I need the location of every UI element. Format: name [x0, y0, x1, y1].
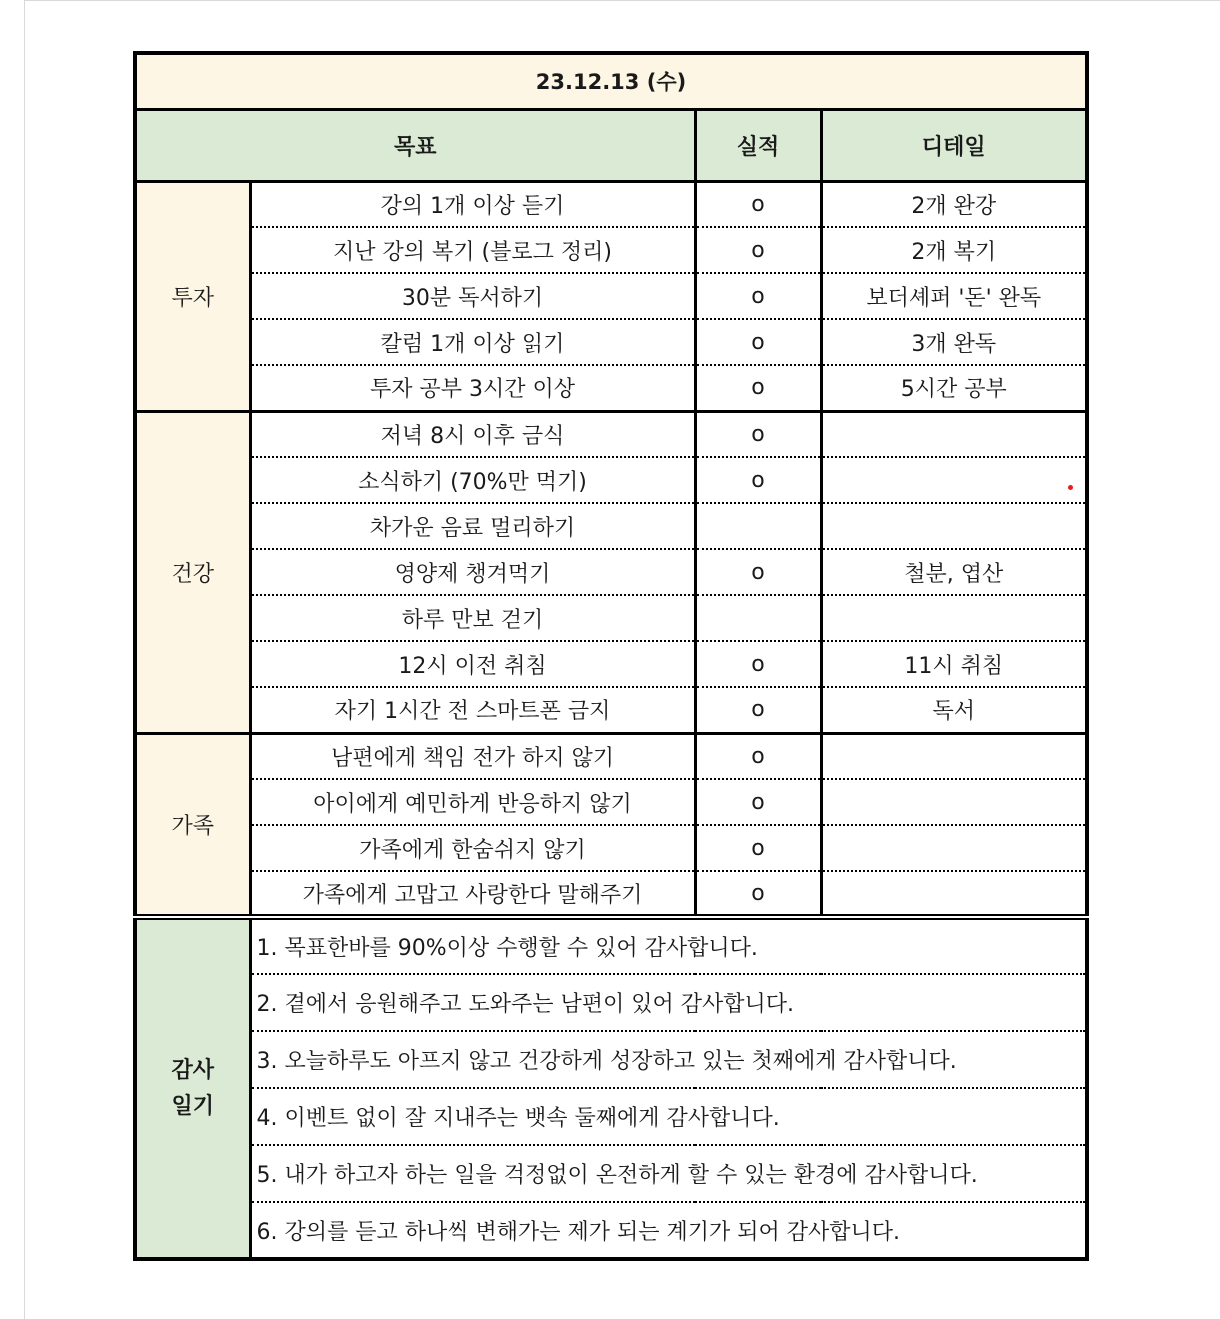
gratitude-row — [135, 1088, 1087, 1145]
goal-row — [135, 641, 1087, 687]
goal-row — [135, 687, 1087, 733]
goal-row — [135, 595, 1087, 641]
goal-cell: 영양제 챙겨먹기 — [250, 549, 695, 595]
gratitude-label-line2: 일기 — [171, 1093, 214, 1119]
goal-row — [135, 503, 1087, 549]
detail-cell — [821, 457, 1087, 503]
detail-cell: 2개 완강 — [821, 181, 1087, 227]
goal-cell: 지난 강의 복기 (블로그 정리) — [250, 227, 695, 273]
result-cell: o — [695, 227, 821, 273]
goal-row — [135, 181, 1087, 227]
result-cell: o — [695, 411, 821, 457]
detail-cell: 3개 완독 — [821, 319, 1087, 365]
detail-cell: 철분, 엽산 — [821, 549, 1087, 595]
result-cell: o — [695, 273, 821, 319]
detail-cell: 5시간 공부 — [821, 365, 1087, 411]
goal-cell: 차가운 음료 멀리하기 — [250, 503, 695, 549]
goal-cell: 칼럼 1개 이상 읽기 — [250, 319, 695, 365]
header-row — [135, 109, 1087, 181]
gratitude-entry: 1. 목표한바를 90%이상 수행할 수 있어 감사합니다. — [250, 917, 1087, 974]
goal-cell: 투자 공부 3시간 이상 — [250, 365, 695, 411]
goal-row — [135, 779, 1087, 825]
goal-row — [135, 273, 1087, 319]
header-goal: 목표 — [135, 109, 695, 181]
goal-row — [135, 733, 1087, 779]
result-cell — [695, 595, 821, 641]
result-cell: o — [695, 319, 821, 365]
result-cell: o — [695, 549, 821, 595]
gratitude-label-line1: 감사 — [171, 1058, 214, 1084]
gratitude-entry: 5. 내가 하고자 하는 일을 걱정없이 온전하게 할 수 있는 환경에 감사합니다. — [250, 1145, 1087, 1202]
goal-cell: 남편에게 책임 전가 하지 않기 — [250, 733, 695, 779]
detail-cell — [821, 503, 1087, 549]
header-result: 실적 — [695, 109, 821, 181]
gratitude-entry: 3. 오늘하루도 아프지 않고 건강하게 성장하고 있는 첫째에게 감사합니다. — [250, 1031, 1087, 1088]
detail-cell — [821, 733, 1087, 779]
result-cell — [695, 503, 821, 549]
goal-row — [135, 825, 1087, 871]
goal-cell: 가족에게 고맙고 사랑한다 말해주기 — [250, 871, 695, 917]
goal-cell: 자기 1시간 전 스마트폰 금지 — [250, 687, 695, 733]
gratitude-label — [135, 917, 250, 1259]
gratitude-entry: 6. 강의를 듣고 하나씩 변해가는 제가 되는 계기가 되어 감사합니다. — [256, 1219, 900, 1245]
goal-cell: 강의 1개 이상 듣기 — [250, 181, 695, 227]
detail-cell — [821, 411, 1087, 457]
detail-cell: 보더셰퍼 '돈' 완독 — [821, 273, 1087, 319]
gratitude-row — [135, 1202, 1087, 1259]
header-detail: 디테일 — [821, 109, 1087, 181]
goal-row — [135, 365, 1087, 411]
category-cell: 가족 — [135, 733, 250, 917]
result-cell: o — [695, 457, 821, 503]
detail-cell: 2개 복기 — [821, 227, 1087, 273]
category-cell: 투자 — [135, 181, 250, 411]
goal-cell: 30분 독서하기 — [250, 273, 695, 319]
result-cell: o — [695, 779, 821, 825]
result-cell: o — [695, 871, 821, 917]
gratitude-entry: 2. 곁에서 응원해주고 도와주는 남편이 있어 감사합니다. — [250, 974, 1087, 1031]
gratitude-entry: 4. 이벤트 없이 잘 지내주는 뱃속 둘째에게 감사합니다. — [250, 1088, 1087, 1145]
result-cell: o — [695, 825, 821, 871]
goal-row — [135, 319, 1087, 365]
result-cell: o — [695, 365, 821, 411]
goal-cell: 하루 만보 걷기 — [250, 595, 695, 641]
goal-cell: 가족에게 한숨쉬지 않기 — [250, 825, 695, 871]
detail-cell — [821, 595, 1087, 641]
goal-row — [135, 411, 1087, 457]
goal-row — [135, 227, 1087, 273]
daily-goal-table — [133, 51, 1089, 1261]
goal-cell: 소식하기 (70%만 먹기) — [250, 457, 695, 503]
result-cell: o — [695, 181, 821, 227]
gratitude-row — [135, 1145, 1087, 1202]
category-cell: 건강 — [135, 411, 250, 733]
goal-row — [135, 871, 1087, 917]
detail-cell — [821, 871, 1087, 917]
gratitude-row — [135, 1031, 1087, 1088]
goal-cell: 12시 이전 취침 — [250, 641, 695, 687]
goal-row — [135, 457, 1087, 503]
title-row — [135, 53, 1087, 109]
detail-cell: 독서 — [821, 687, 1087, 733]
detail-cell — [821, 825, 1087, 871]
gratitude-row — [135, 917, 1087, 974]
result-cell: o — [695, 733, 821, 779]
detail-cell: 11시 취침 — [821, 641, 1087, 687]
goal-cell: 아이에게 예민하게 반응하지 않기 — [250, 779, 695, 825]
goal-row — [135, 549, 1087, 595]
result-cell: o — [695, 641, 821, 687]
result-cell: o — [695, 687, 821, 733]
red-dot-mark — [1068, 485, 1073, 490]
gratitude-row — [135, 974, 1087, 1031]
detail-cell — [821, 779, 1087, 825]
date-title: 23.12.13 (수) — [135, 53, 1087, 109]
goal-cell: 저녁 8시 이후 금식 — [250, 411, 695, 457]
